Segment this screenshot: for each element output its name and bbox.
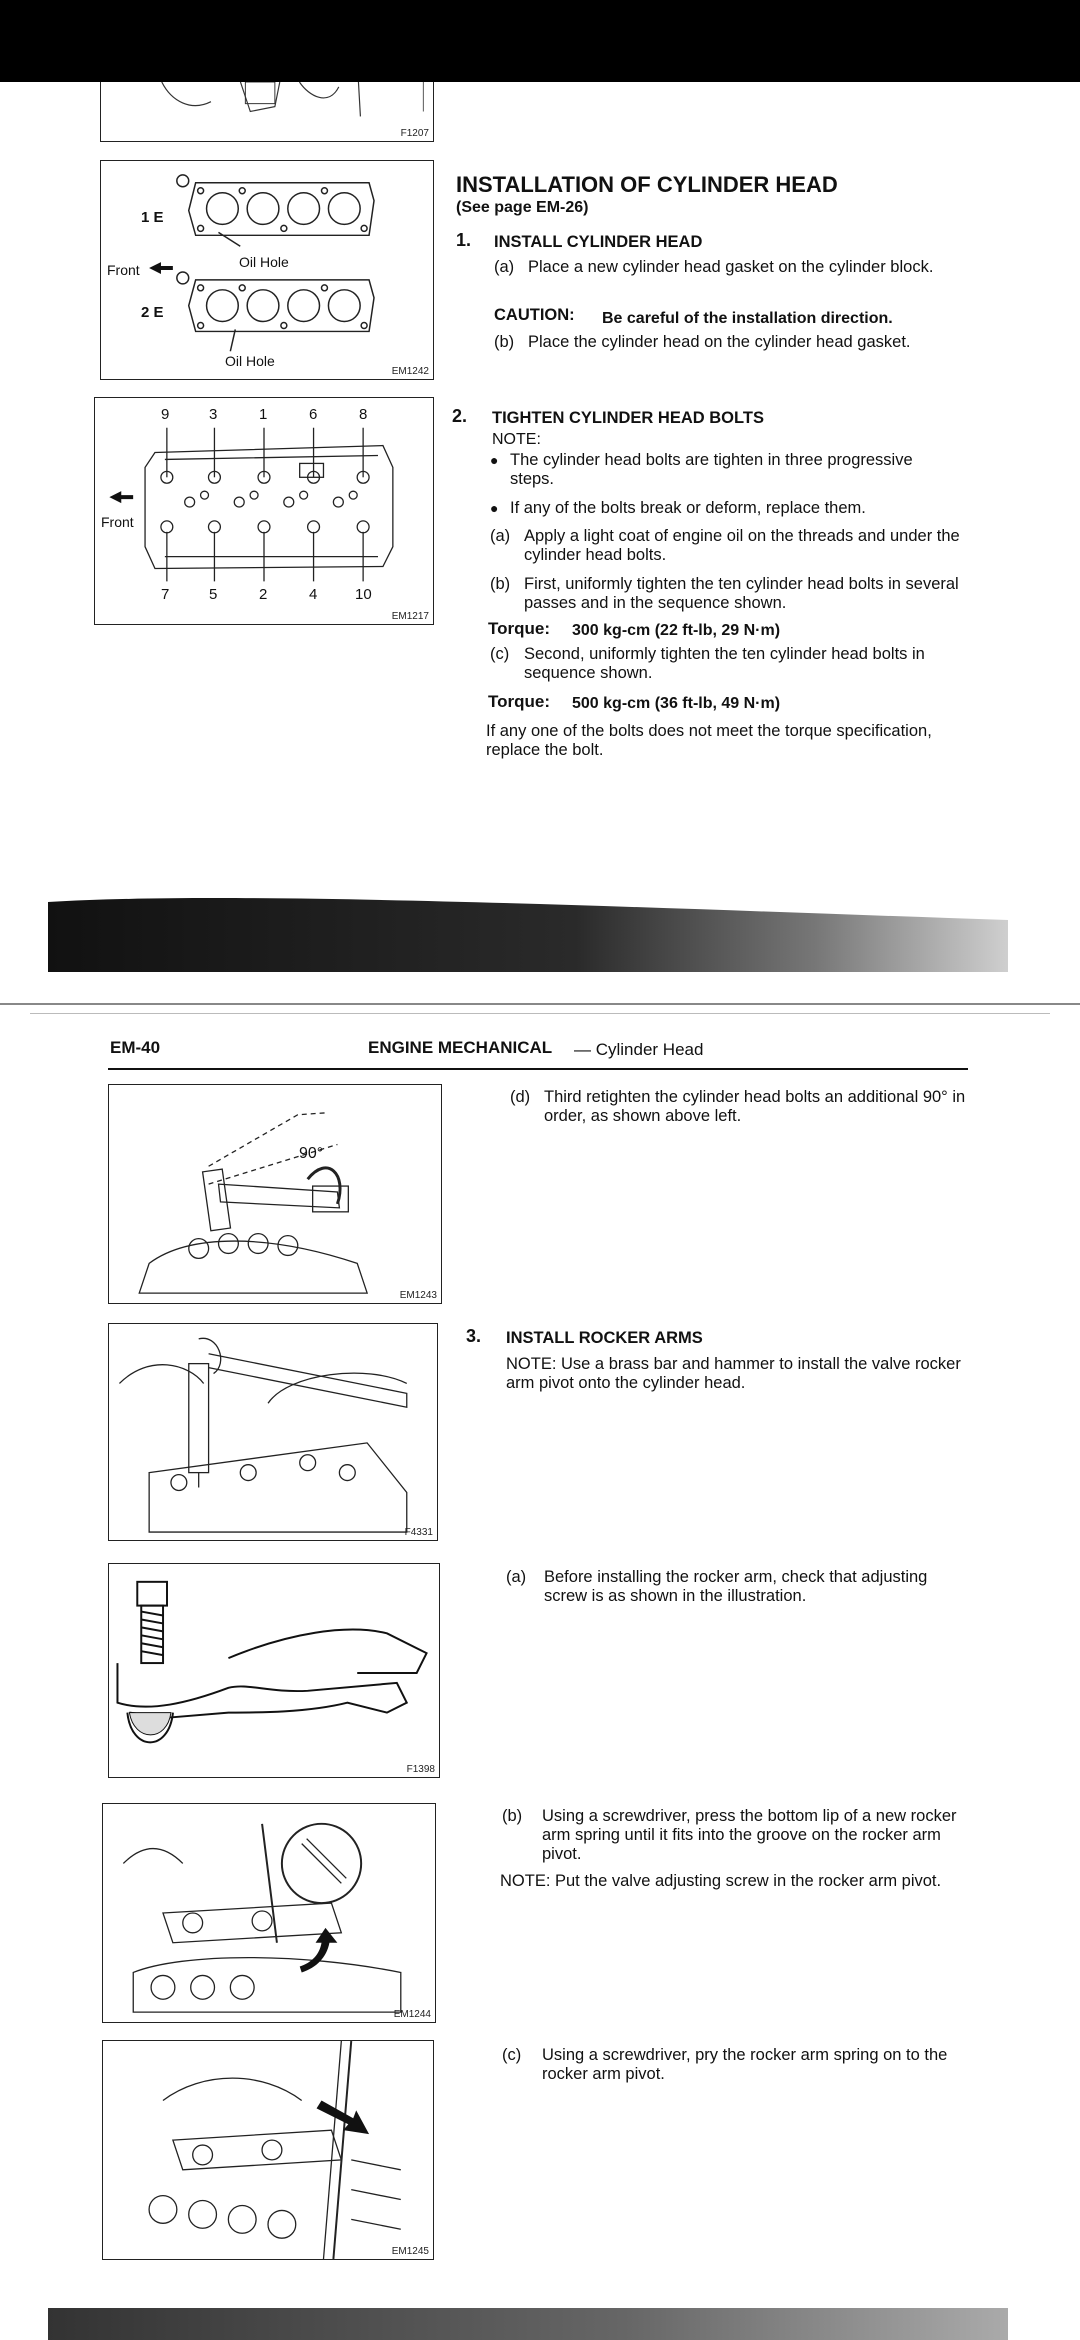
bolt-number: 3 (209, 406, 218, 423)
bolt-number: 1 (259, 406, 268, 423)
figure-id: F4331 (404, 1527, 433, 1538)
item-label: (a) (494, 258, 515, 276)
see-page-reference: (See page EM-26) (456, 199, 589, 216)
wrench-illustration (109, 1085, 441, 1303)
note-label: NOTE: (492, 431, 541, 448)
item-label: (b) (490, 575, 511, 593)
step-item (510, 1088, 970, 1128)
hammer-illustration (109, 1324, 437, 1540)
figure-id: EM1217 (391, 611, 429, 622)
bolt-number: 7 (161, 586, 170, 603)
step-item (490, 527, 960, 567)
figure-id: F1398 (406, 1764, 435, 1775)
step-number: 2. (452, 406, 468, 426)
bullet-item (490, 451, 960, 491)
section-title: ENGINE MECHANICAL (368, 1038, 553, 1057)
label-front: Front (107, 262, 140, 278)
step-note: NOTE: Use a brass bar and hammer to install the valve rocker arm pivot onto the cylinder head. (506, 1355, 961, 1392)
page-divider (0, 1003, 1080, 1005)
item-text: Before installing the rocker arm, check that adjusting screw is as shown in the illustration. (544, 1568, 928, 1605)
direction-arrow (317, 2100, 370, 2134)
figure-pivot-install (108, 1323, 438, 1541)
bullet-text: The cylinder head bolts are tighten in three progressive steps. (510, 451, 913, 488)
figure-id: EM1242 (391, 366, 429, 377)
top-black-bar (0, 0, 1080, 82)
bolt-number: 8 (359, 406, 368, 423)
figure-cut-top (100, 82, 434, 142)
page-divider (30, 1013, 1050, 1014)
rocker-arm-illustration (109, 1564, 439, 1777)
figure-spring-press (102, 1803, 436, 2023)
figure-id: EM1244 (393, 2009, 431, 2020)
step-item (502, 1807, 968, 1867)
item-label: (d) (510, 1088, 531, 1106)
step-number: 1. (456, 230, 472, 250)
bullet-item (490, 499, 960, 521)
label-oil-hole: Oil Hole (239, 254, 289, 270)
figure-id: EM1245 (391, 2246, 429, 2257)
step-item (490, 645, 960, 685)
label-front: Front (101, 514, 134, 530)
bolt-number: 6 (309, 406, 318, 423)
step-title: TIGHTEN CYLINDER HEAD BOLTS (492, 409, 764, 427)
front-arrow (149, 262, 173, 274)
item-text: Apply a light coat of engine oil on the threads and under the cylinder head bolts. (524, 527, 960, 564)
torque-label: Torque: (488, 619, 551, 638)
bullet-icon: ● (490, 500, 499, 516)
step-note: NOTE: Put the valve adjusting screw in the rocker arm pivot. (500, 1872, 942, 1890)
figure-bolt-sequence (94, 397, 434, 625)
item-label: (c) (490, 645, 510, 663)
figure-id: F1207 (400, 128, 429, 139)
step-title: INSTALL ROCKER ARMS (506, 1329, 703, 1347)
torque-value: 300 kg-cm (22 ft-lb, 29 N·m) (572, 622, 781, 639)
bolt-number: 4 (309, 586, 318, 603)
caution-label: CAUTION: (494, 306, 575, 324)
caution-text: Be careful of the installation direction. (602, 310, 893, 327)
item-label: (b) (494, 333, 515, 351)
item-text: Place a new cylinder head gasket on the cylinder block. (528, 258, 934, 276)
label-2e: 2 E (141, 304, 164, 321)
item-text: Using a screwdriver, press the bottom lip of a new rocker arm spring until it fits into the groove on the rocker arm pivot. (542, 1807, 957, 1863)
figure-id: EM1243 (399, 1290, 437, 1301)
figure-rocker-arm (108, 1563, 440, 1778)
page-number: EM-40 (110, 1038, 161, 1057)
bolt-number: 10 (355, 586, 372, 603)
angle-label: 90° (299, 1145, 324, 1162)
gasket-illustration (101, 161, 433, 379)
scan-shadow-band (48, 2300, 1008, 2340)
bullet-text: If any of the bolts break or deform, replace them. (510, 499, 866, 517)
header-rule (108, 1068, 968, 1070)
bullet-icon: ● (490, 452, 499, 468)
torque-value: 500 kg-cm (36 ft-lb, 49 N·m) (572, 695, 781, 712)
item-text: First, uniformly tighten the ten cylinder head bolts in several passes and in the sequence shown. (524, 575, 959, 612)
section-heading: INSTALLATION OF CYLINDER HEAD (456, 172, 838, 197)
step-item (490, 575, 960, 615)
item-label: (a) (490, 527, 511, 545)
bolt-number: 9 (161, 406, 170, 423)
screwdriver-illustration (103, 1804, 435, 2022)
label-oil-hole: Oil Hole (225, 353, 275, 369)
torque-label: Torque: (488, 692, 551, 711)
figure-spring-pry (102, 2040, 434, 2260)
closing-note: If any one of the bolts does not meet the torque specification, replace the bolt. (486, 722, 932, 759)
step-item (506, 1568, 968, 1608)
step-number: 3. (466, 1326, 482, 1346)
scan-shadow-band (48, 890, 1008, 972)
step-title: INSTALL CYLINDER HEAD (494, 233, 703, 251)
item-label: (c) (502, 2046, 522, 2064)
figure-head-gasket (100, 160, 434, 380)
item-label: (a) (506, 1568, 527, 1586)
step-item (494, 333, 964, 355)
item-text: Second, uniformly tighten the ten cylinder head bolts in sequence shown. (524, 645, 925, 682)
front-arrow (109, 491, 133, 503)
pry-illustration (103, 2041, 433, 2259)
section-subtitle: — Cylinder Head (574, 1040, 704, 1059)
item-label: (b) (502, 1807, 523, 1825)
item-text: Place the cylinder head on the cylinder head gasket. (528, 333, 911, 351)
figure-angle-tighten (108, 1084, 442, 1304)
step-item (494, 258, 954, 298)
engine-illustration-cut (101, 82, 433, 141)
label-1e: 1 E (141, 209, 164, 226)
bolt-number: 5 (209, 586, 218, 603)
item-text: Using a screwdriver, pry the rocker arm spring on to the rocker arm pivot. (542, 2046, 948, 2083)
bolt-number: 2 (259, 586, 268, 603)
step-item (502, 2046, 968, 2086)
item-text: Third retighten the cylinder head bolts an additional 90° in order, as shown above left. (544, 1088, 966, 1125)
